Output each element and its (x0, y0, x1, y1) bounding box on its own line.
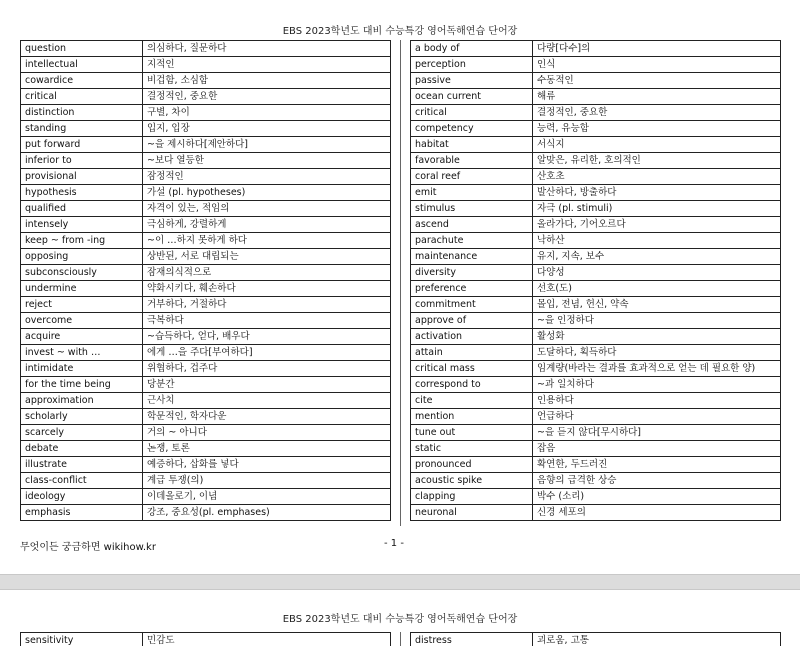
english-term: critical (21, 89, 143, 105)
korean-meaning: 약화시키다, 훼손하다 (143, 281, 391, 297)
korean-meaning: 발산하다, 방출하다 (533, 185, 781, 201)
korean-meaning: 상반된, 서로 대립되는 (143, 249, 391, 265)
vocab-row (21, 41, 391, 57)
korean-meaning: 신경 세포의 (533, 505, 781, 521)
page-gap (0, 574, 800, 590)
korean-meaning: 잠재의식적으로 (143, 265, 391, 281)
english-term: critical (411, 105, 533, 121)
korean-meaning: 자격이 있는, 적임의 (143, 201, 391, 217)
vocab-row (411, 249, 781, 265)
vocab-row (21, 281, 391, 297)
korean-meaning: 음향의 급격한 상승 (533, 473, 781, 489)
vocab-row (21, 89, 391, 105)
english-term: approximation (21, 393, 143, 409)
vocab-row (21, 409, 391, 425)
english-term: keep ~ from -ing (21, 233, 143, 249)
korean-meaning: ~과 일치하다 (533, 377, 781, 393)
korean-meaning: ~습득하다, 얻다, 배우다 (143, 329, 391, 345)
korean-meaning: 다양성 (533, 265, 781, 281)
english-term: cite (411, 393, 533, 409)
vocab-row (411, 297, 781, 313)
korean-meaning: 해류 (533, 89, 781, 105)
vocab-row (21, 57, 391, 73)
vocab-row (21, 73, 391, 89)
vocab-row (411, 633, 781, 646)
korean-meaning: 유지, 지속, 보수 (533, 249, 781, 265)
vocab-row (411, 185, 781, 201)
vocab-row (411, 425, 781, 441)
footer-text: 무엇이든 궁금하면 wikihow.kr (20, 542, 156, 553)
english-term: put forward (21, 137, 143, 153)
left-column (20, 40, 391, 521)
english-term: attain (411, 345, 533, 361)
korean-meaning: 거의 ~ 아니다 (143, 425, 391, 441)
korean-meaning: 자극 (pl. stimuli) (533, 201, 781, 217)
english-term: pronounced (411, 457, 533, 473)
column-divider (400, 632, 401, 646)
vocab-row (411, 489, 781, 505)
vocab-row (21, 425, 391, 441)
vocab-row (21, 217, 391, 233)
vocab-table-left (20, 40, 391, 521)
vocab-table-left (20, 632, 391, 646)
korean-meaning: 괴로움, 고통 (533, 633, 781, 646)
korean-meaning: 학문적인, 학자다운 (143, 409, 391, 425)
korean-meaning: ~을 인정하다 (533, 313, 781, 329)
korean-meaning: 계급 투쟁(의) (143, 473, 391, 489)
vocab-row (21, 489, 391, 505)
korean-meaning: 산호초 (533, 169, 781, 185)
english-term: inferior to (21, 153, 143, 169)
vocab-row (411, 265, 781, 281)
vocab-row (21, 201, 391, 217)
vocab-row (411, 281, 781, 297)
english-term: emit (411, 185, 533, 201)
korean-meaning: 활성화 (533, 329, 781, 345)
korean-meaning: 확연한, 두드러진 (533, 457, 781, 473)
english-term: correspond to (411, 377, 533, 393)
korean-meaning: 잠정적인 (143, 169, 391, 185)
english-term: stimulus (411, 201, 533, 217)
vocab-row (411, 377, 781, 393)
korean-meaning: 결정적인, 중요한 (533, 105, 781, 121)
english-term: scarcely (21, 425, 143, 441)
vocab-row (411, 137, 781, 153)
page-header: EBS 2023학년도 대비 수능특강 영어독해연습 단어장 (282, 614, 518, 625)
vocab-row (21, 633, 391, 646)
korean-meaning: 지적인 (143, 57, 391, 73)
english-term: activation (411, 329, 533, 345)
vocab-row (411, 505, 781, 521)
english-term: question (21, 41, 143, 57)
vocab-row (21, 137, 391, 153)
vocab-row (21, 249, 391, 265)
korean-meaning: 구별, 차이 (143, 105, 391, 121)
korean-meaning: 위협하다, 겁주다 (143, 361, 391, 377)
vocab-row (21, 313, 391, 329)
english-term: illustrate (21, 457, 143, 473)
korean-meaning: 민감도 (143, 633, 391, 646)
english-term: perception (411, 57, 533, 73)
vocab-row (21, 297, 391, 313)
vocab-row (21, 505, 391, 521)
english-term: class-conflict (21, 473, 143, 489)
vocab-row (411, 313, 781, 329)
vocab-row (21, 169, 391, 185)
english-term: diversity (411, 265, 533, 281)
korean-meaning: 낙하산 (533, 233, 781, 249)
vocab-row (411, 41, 781, 57)
english-term: opposing (21, 249, 143, 265)
vocab-row (411, 345, 781, 361)
vocab-row (21, 441, 391, 457)
english-term: invest ~ with … (21, 345, 143, 361)
korean-meaning: 임계량(바라는 결과를 효과적으로 얻는 데 필요한 양) (533, 361, 781, 377)
vocab-row (411, 105, 781, 121)
vocab-row (411, 73, 781, 89)
english-term: tune out (411, 425, 533, 441)
english-term: intimidate (21, 361, 143, 377)
korean-meaning: 결정적인, 중요한 (143, 89, 391, 105)
korean-meaning: 올라가다, 기어오르다 (533, 217, 781, 233)
korean-meaning: 당분간 (143, 377, 391, 393)
english-term: approve of (411, 313, 533, 329)
english-term: subconsciously (21, 265, 143, 281)
vocab-row (21, 457, 391, 473)
english-term: favorable (411, 153, 533, 169)
english-term: for the time being (21, 377, 143, 393)
english-term: undermine (21, 281, 143, 297)
left-column (20, 632, 391, 646)
korean-meaning: 언급하다 (533, 409, 781, 425)
english-term: mention (411, 409, 533, 425)
english-term: static (411, 441, 533, 457)
vocab-row (21, 121, 391, 137)
vocab-row (411, 121, 781, 137)
english-term: neuronal (411, 505, 533, 521)
korean-meaning: 수동적인 (533, 73, 781, 89)
vocab-row (21, 265, 391, 281)
english-term: intensely (21, 217, 143, 233)
english-term: parachute (411, 233, 533, 249)
vocab-row (411, 393, 781, 409)
korean-meaning: ~을 듣지 않다[무시하다] (533, 425, 781, 441)
korean-meaning: 잡음 (533, 441, 781, 457)
korean-meaning: 이데올로기, 이념 (143, 489, 391, 505)
vocab-row (411, 153, 781, 169)
vocab-row (21, 345, 391, 361)
korean-meaning: 다량[다수]의 (533, 41, 781, 57)
vocab-row (21, 393, 391, 409)
vocab-row (411, 473, 781, 489)
korean-meaning: 서식지 (533, 137, 781, 153)
korean-meaning: ~을 제시하다[제안하다] (143, 137, 391, 153)
right-column (410, 40, 781, 521)
english-term: acquire (21, 329, 143, 345)
english-term: clapping (411, 489, 533, 505)
vocab-row (411, 169, 781, 185)
vocab-row (21, 153, 391, 169)
vocab-row (21, 329, 391, 345)
right-column (410, 632, 781, 646)
english-term: intellectual (21, 57, 143, 73)
page-header: EBS 2023학년도 대비 수능특강 영어독해연습 단어장 (282, 26, 518, 37)
english-term: emphasis (21, 505, 143, 521)
korean-meaning: 비겁함, 소심함 (143, 73, 391, 89)
english-term: passive (411, 73, 533, 89)
vocab-row (411, 457, 781, 473)
korean-meaning: 알맞은, 유리한, 호의적인 (533, 153, 781, 169)
vocab-row (21, 473, 391, 489)
english-term: overcome (21, 313, 143, 329)
korean-meaning: 선호(도) (533, 281, 781, 297)
english-term: standing (21, 121, 143, 137)
korean-meaning: 극심하게, 강렬하게 (143, 217, 391, 233)
english-term: sensitivity (21, 633, 143, 646)
english-term: a body of (411, 41, 533, 57)
english-term: acoustic spike (411, 473, 533, 489)
english-term: competency (411, 121, 533, 137)
korean-meaning: 에게 …을 주다[부여하다] (143, 345, 391, 361)
vocab-table-right (410, 40, 781, 521)
english-term: hypothesis (21, 185, 143, 201)
english-term: distress (411, 633, 533, 646)
korean-meaning: 의심하다, 질문하다 (143, 41, 391, 57)
page-number: - 1 - (384, 538, 404, 549)
english-term: provisional (21, 169, 143, 185)
korean-meaning: 강조, 중요성(pl. emphases) (143, 505, 391, 521)
vocab-row (411, 441, 781, 457)
korean-meaning: 능력, 유능함 (533, 121, 781, 137)
english-term: critical mass (411, 361, 533, 377)
english-term: cowardice (21, 73, 143, 89)
english-term: ascend (411, 217, 533, 233)
english-term: ocean current (411, 89, 533, 105)
korean-meaning: 도달하다, 획득하다 (533, 345, 781, 361)
korean-meaning: 인용하다 (533, 393, 781, 409)
korean-meaning: 몰입, 전념, 헌신, 약속 (533, 297, 781, 313)
vocab-row (21, 185, 391, 201)
korean-meaning: 극복하다 (143, 313, 391, 329)
english-term: coral reef (411, 169, 533, 185)
korean-meaning: 인식 (533, 57, 781, 73)
vocab-row (411, 329, 781, 345)
english-term: maintenance (411, 249, 533, 265)
english-term: commitment (411, 297, 533, 313)
vocab-table-right (410, 632, 781, 646)
korean-meaning: ~보다 열등한 (143, 153, 391, 169)
english-term: scholarly (21, 409, 143, 425)
korean-meaning: 박수 (소리) (533, 489, 781, 505)
vocab-row (411, 361, 781, 377)
vocab-row (411, 201, 781, 217)
vocab-row (411, 233, 781, 249)
korean-meaning: 거부하다, 거절하다 (143, 297, 391, 313)
page-2 (0, 590, 800, 646)
korean-meaning: 논쟁, 토론 (143, 441, 391, 457)
vocab-row (411, 57, 781, 73)
korean-meaning: 가설 (pl. hypotheses) (143, 185, 391, 201)
english-term: preference (411, 281, 533, 297)
korean-meaning: 입지, 입장 (143, 121, 391, 137)
english-term: ideology (21, 489, 143, 505)
english-term: reject (21, 297, 143, 313)
column-divider (400, 40, 401, 526)
english-term: qualified (21, 201, 143, 217)
english-term: habitat (411, 137, 533, 153)
korean-meaning: 예증하다, 삽화를 넣다 (143, 457, 391, 473)
vocab-row (21, 377, 391, 393)
korean-meaning: ~이 …하지 못하게 하다 (143, 233, 391, 249)
vocab-row (21, 105, 391, 121)
korean-meaning: 근사치 (143, 393, 391, 409)
english-term: debate (21, 441, 143, 457)
vocab-row (21, 233, 391, 249)
vocab-row (21, 361, 391, 377)
english-term: distinction (21, 105, 143, 121)
vocab-row (411, 217, 781, 233)
vocab-row (411, 89, 781, 105)
vocab-row (411, 409, 781, 425)
